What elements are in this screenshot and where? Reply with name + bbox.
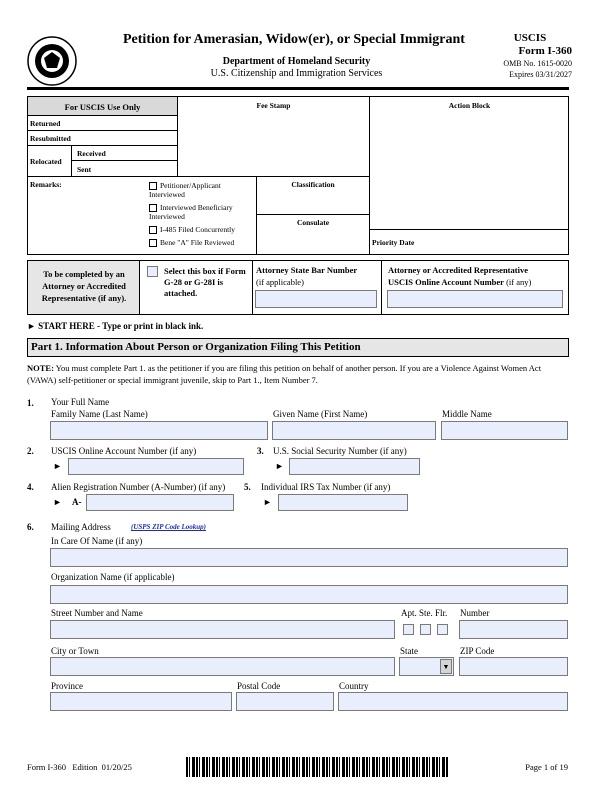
department: Department of Homeland Security [222, 56, 371, 67]
irs-input[interactable] [278, 494, 408, 511]
expires: Expires 03/31/2027 [509, 70, 572, 79]
resubmitted-label: Resubmitted [30, 134, 71, 143]
agency-short: USCIS [513, 32, 547, 44]
middle-name-label: Middle Name [442, 409, 492, 419]
state-label: State [400, 646, 418, 656]
g28-label: Select this box if Form G-28 or G-28I is attached. [164, 266, 246, 298]
arrow-icon: ► [53, 461, 62, 471]
apt-ste-flr-label: Apt. Ste. Flr. [401, 608, 448, 618]
online-account-input[interactable] [68, 458, 244, 475]
office-check-2: Interviewed Beneficiary Interviewed [149, 203, 233, 222]
zip-label: ZIP Code [460, 646, 495, 656]
arrow-icon: ► [53, 497, 62, 507]
action-block-cell [369, 96, 569, 255]
item-number-3: 3. [257, 446, 264, 456]
arrow-icon: ► [263, 497, 272, 507]
street-label: Street Number and Name [51, 608, 143, 618]
checkbox-icon [149, 226, 157, 234]
ste-checkbox[interactable] [420, 624, 431, 635]
agency: U.S. Citizenship and Immigration Services [210, 68, 383, 79]
postal-code-input[interactable] [236, 692, 334, 711]
fee-stamp-label: Fee Stamp [256, 101, 291, 110]
city-input[interactable] [50, 657, 395, 676]
part1-title: Part 1. Information About Person or Organization Filing This Petition [31, 341, 361, 353]
omb-number: OMB No. 1615-0020 [503, 59, 572, 68]
returned-label: Returned [30, 119, 61, 128]
priority-date-label: Priority Date [372, 238, 415, 247]
item-number-4: 4. [27, 482, 34, 492]
zip-lookup-link[interactable]: (USPS ZIP Code Lookup) [131, 523, 206, 531]
start-here: ► START HERE - Type or print in black ink. [27, 321, 204, 331]
anumber-label: Alien Registration Number (A-Number) (if any) [51, 482, 226, 492]
uscis-account-sub: USCIS Online Account Number (if any) [388, 277, 532, 287]
bar-number-sub: (if applicable) [256, 277, 304, 287]
middle-name-input[interactable] [441, 421, 568, 440]
attorney-label: To be completed by an Attorney or Accredited Representative (if any). [41, 269, 127, 303]
office-check-4: Bene "A" File Reviewed [149, 238, 253, 247]
online-account-label: USCIS Online Account Number (if any) [51, 446, 197, 456]
bar-number-label: Attorney State Bar Number [256, 265, 358, 275]
office-check-3: I-485 Filed Concurrently [149, 225, 253, 234]
checkbox-icon [149, 239, 157, 247]
given-name-label: Given Name (First Name) [273, 409, 368, 419]
irs-label: Individual IRS Tax Number (if any) [261, 482, 391, 492]
form-number: Form I-360 [518, 45, 572, 57]
country-label: Country [339, 681, 369, 691]
mailing-address-label: Mailing Address [51, 522, 111, 532]
ssn-input[interactable] [289, 458, 420, 475]
bar-number-input[interactable] [255, 290, 377, 308]
uscis-account-label: Attorney or Accredited Representative [388, 265, 528, 275]
city-label: City or Town [51, 646, 99, 656]
in-care-of-input[interactable] [50, 548, 568, 567]
priority-date-divider [369, 229, 569, 230]
barcode [186, 757, 448, 777]
item-number-6: 6. [27, 522, 34, 532]
anumber-input[interactable] [86, 494, 234, 511]
apt-checkbox[interactable] [403, 624, 414, 635]
checkbox-icon [149, 204, 157, 212]
sent-label: Sent [77, 165, 92, 174]
item-number-5: 5. [244, 482, 251, 492]
item-number-1: 1. [27, 398, 34, 408]
consulate-label: Consulate [296, 218, 330, 227]
relocated-label: Relocated [30, 157, 62, 166]
in-care-of-label: In Care Of Name (if any) [51, 536, 143, 546]
organization-input[interactable] [50, 585, 568, 604]
action-block-label: Action Block [448, 101, 491, 110]
g28-checkbox[interactable] [147, 266, 158, 277]
full-name-label: Your Full Name [51, 397, 110, 407]
zip-input[interactable] [459, 657, 568, 676]
attorney-uscis-account-input[interactable] [387, 290, 563, 308]
postal-code-label: Postal Code [237, 681, 281, 691]
country-input[interactable] [338, 692, 568, 711]
anumber-prefix: A- [72, 497, 82, 507]
header-rule [27, 87, 569, 90]
remarks-label: Remarks: [30, 180, 62, 189]
number-label: Number [460, 608, 490, 618]
ssn-label: U.S. Social Security Number (if any) [273, 446, 407, 456]
organization-label: Organization Name (if applicable) [51, 572, 175, 582]
given-name-input[interactable] [272, 421, 436, 440]
checkbox-icon [149, 182, 157, 190]
item-number-2: 2. [27, 446, 34, 456]
family-name-label: Family Name (Last Name) [51, 409, 148, 419]
classification-label: Classification [291, 180, 335, 189]
arrow-icon: ► [275, 461, 284, 471]
street-input[interactable] [50, 620, 395, 639]
received-label: Received [77, 149, 106, 158]
footer-page: Page 1 of 19 [525, 762, 568, 772]
family-name-input[interactable] [50, 421, 268, 440]
apt-number-input[interactable] [459, 620, 568, 639]
part1-note: NOTE: You must complete Part 1. as the petitioner if you are filing this petition on behalf of another person. If you are a Violence Against Women Act (VAWA) self-petitioner or special immigrant juvenile, skip to Part 1., Item Number 7. [27, 363, 542, 385]
office-check-1: Petitioner/Applicant Interviewed [149, 181, 221, 200]
use-only-label: For USCIS Use Only [64, 102, 141, 112]
form-title: Petition for Amerasian, Widow(er), or Special Immigrant [123, 32, 465, 47]
footer-form: Form I-360 Edition 01/20/25 [27, 762, 132, 772]
province-label: Province [51, 681, 83, 691]
province-input[interactable] [50, 692, 232, 711]
flr-checkbox[interactable] [437, 624, 448, 635]
chevron-down-icon[interactable]: ▼ [440, 659, 452, 674]
